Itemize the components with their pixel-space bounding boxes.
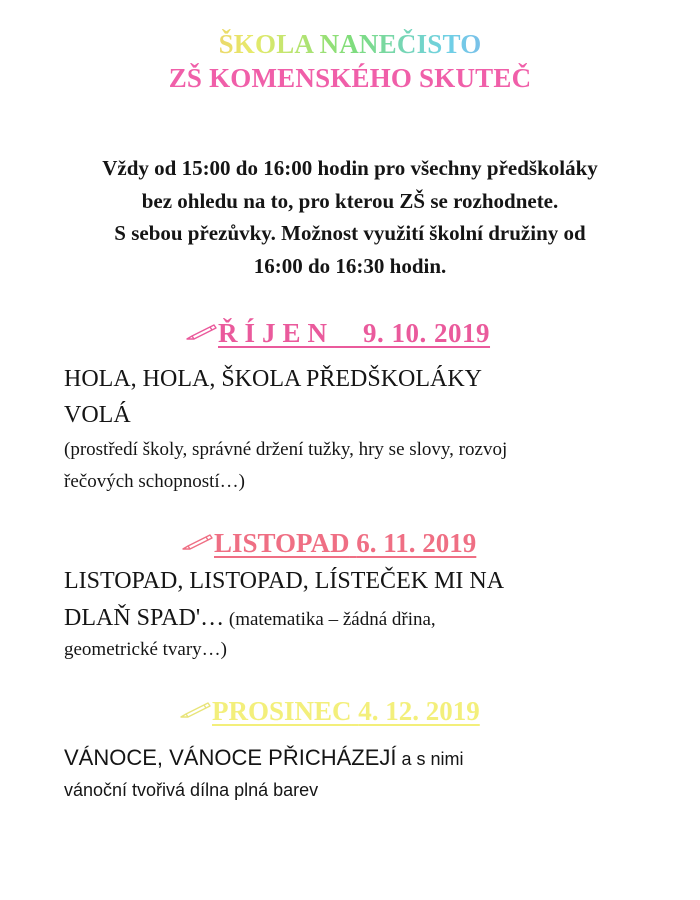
- section-month: ŘÍJEN: [218, 318, 335, 348]
- section-theme-detail: a s nimi: [396, 749, 464, 769]
- section-detail-line: řečových schopností…): [64, 471, 245, 492]
- section-theme-line: VOLÁ: [64, 402, 131, 428]
- section-theme-line: LISTOPAD, LISTOPAD, LÍSTEČEK MI NA: [64, 568, 505, 594]
- pen-icon: [178, 700, 212, 720]
- section-heading-october: [218, 317, 490, 349]
- section-date: 9. 10. 2019: [363, 318, 491, 348]
- section-theme-row: [64, 600, 436, 638]
- section-theme-line: VÁNOCE, VÁNOCE PŘICHÁZEJÍ: [64, 745, 397, 770]
- intro-line: 16:00 do 16:30 hodin.: [253, 253, 447, 278]
- section-heading-november: [214, 527, 476, 559]
- intro-text: [0, 152, 700, 282]
- section-detail-line: geometrické tvary…): [64, 639, 228, 660]
- section-detail-line: (prostředí školy, správné držení tužky, hry se slovy, rozvoj: [64, 439, 508, 460]
- section-month: LISTOPAD: [214, 528, 350, 558]
- pen-icon: [180, 532, 214, 552]
- section-theme-row: [64, 740, 464, 777]
- section-month: PROSINEC: [212, 696, 352, 726]
- intro-line: Vždy od 15:00 do 16:00 hodin pro všechny předškoláky: [102, 156, 598, 180]
- section-theme-detail: (matematika – žádná dřina,: [224, 609, 436, 630]
- title-line-2: ZŠ KOMENSKÉHO SKUTEČ: [168, 63, 532, 93]
- section-detail-line: vánoční tvořivá dílna plná barev: [64, 780, 319, 800]
- intro-line: S sebou přezůvky. Možnost využití školní družiny od: [114, 221, 586, 245]
- section-date: 6. 11. 2019: [356, 528, 477, 558]
- section-heading-december: [212, 695, 480, 727]
- section-theme-line: DLAŇ SPAD'…: [64, 605, 225, 631]
- section-date: 4. 12. 2019: [358, 696, 480, 726]
- intro-line: bez ohledu na to, pro kterou ZŠ se rozhodnete.: [141, 188, 559, 213]
- title-line-1: ŠKOLA NANEČISTO: [0, 28, 700, 60]
- pen-icon: [184, 322, 218, 342]
- section-theme-line: HOLA, HOLA, ŠKOLA PŘEDŠKOLÁKY: [64, 366, 483, 392]
